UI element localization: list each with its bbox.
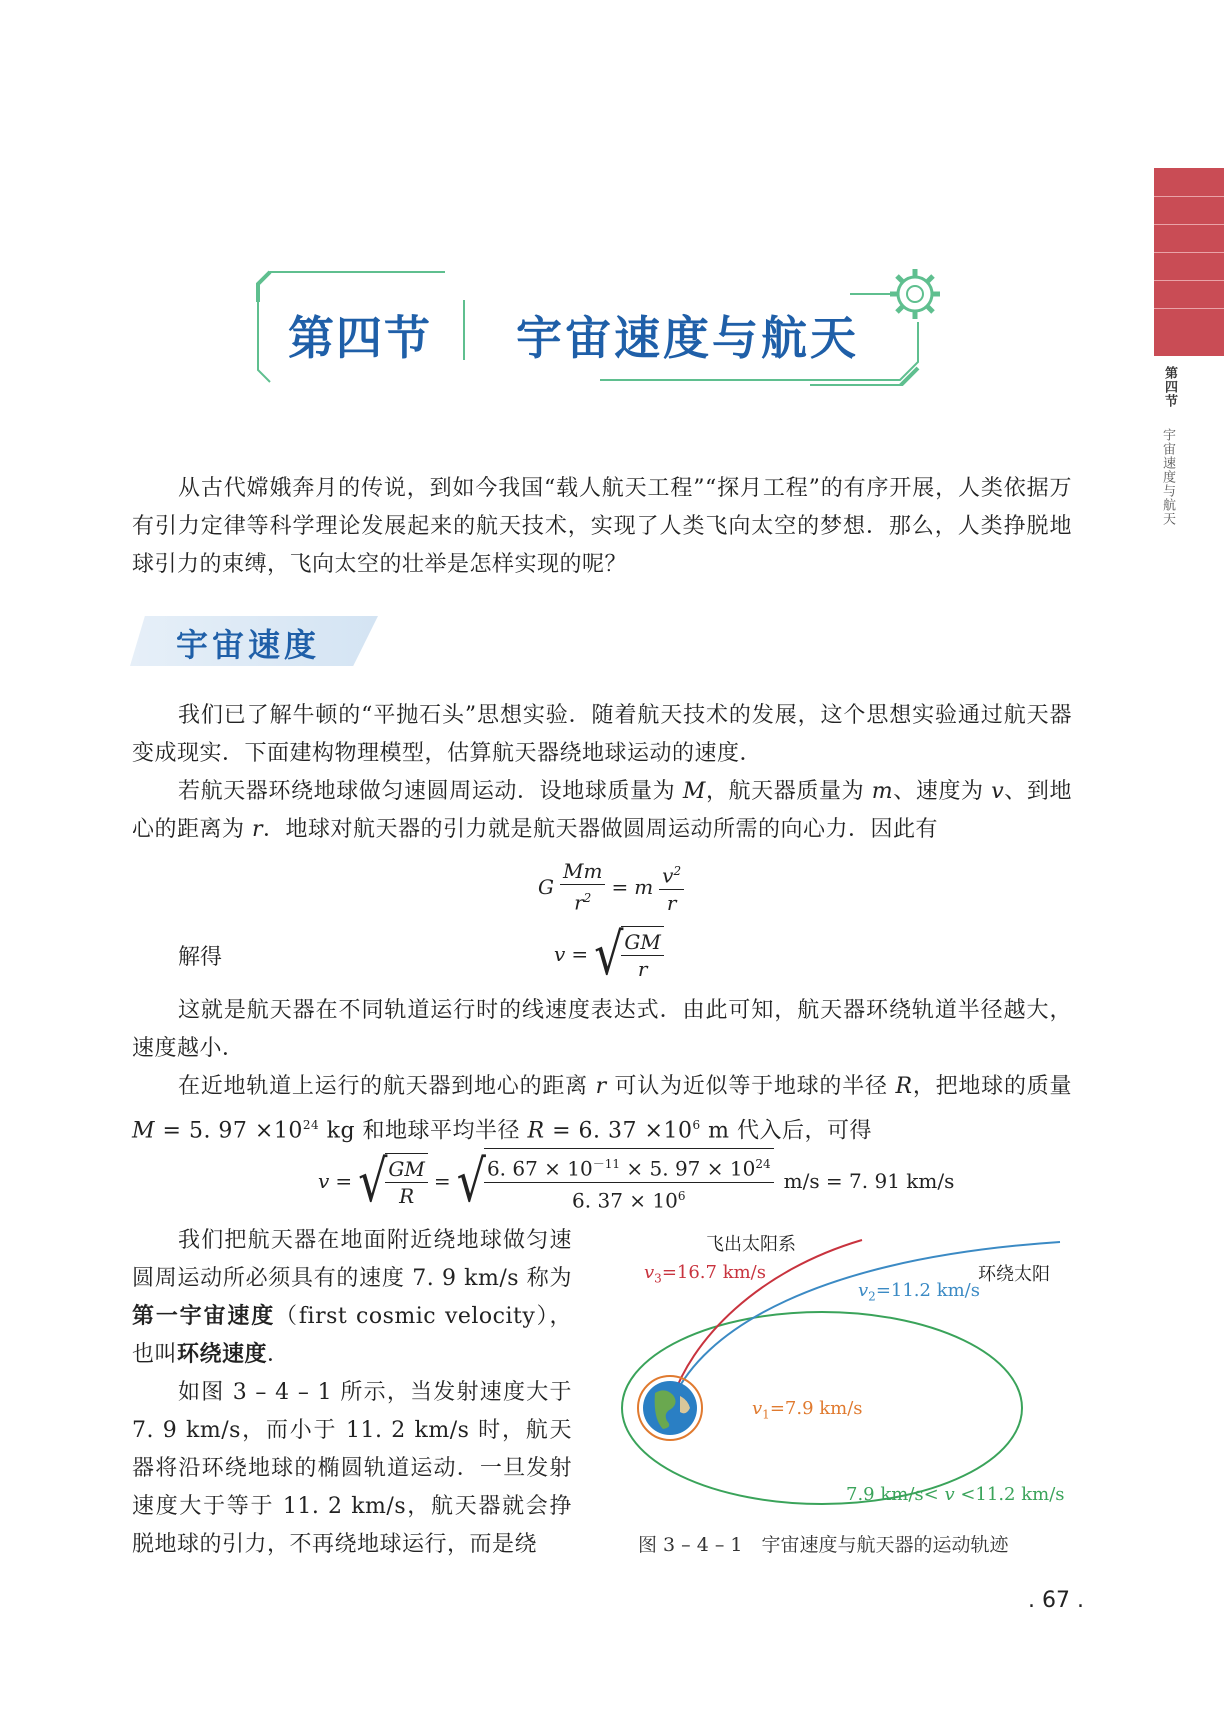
label-v3: $v_3=16.7$ km/s — [644, 1262, 766, 1286]
header-section-label: 第四节 — [288, 311, 432, 365]
term-first-cosmic-velocity: 第一宇宙速度 — [132, 1304, 276, 1329]
equation-gravity: G $\frac{Mm}{r^2}$ = m $\frac{v^2}{r}$ — [538, 858, 684, 916]
figure-caption: 图 3 – 4 – 1 宇宙速度与航天器的运动轨迹 — [638, 1534, 1009, 1556]
paragraph-2: 若航天器环绕地球做匀速圆周运动．设地球质量为 M，航天器质量为 m、速度为 v、到地心的距离为 r．地球对航天器的引力就是航天器做圆周运动所需的向心力．因此有 — [132, 779, 1072, 842]
page-number: . 67 . — [1028, 1588, 1084, 1613]
intro-paragraph — [132, 470, 1072, 584]
solve-label: 解得 — [178, 945, 223, 970]
label-v2: $v_2=11.2$ km/s — [858, 1280, 980, 1304]
paragraph-6: 如图 3 – 4 – 1 所示，当发射速度大于 7. 9 km/s，而小于 11. 2 km/s 时，航天器将沿环绕地球的椭圆轨道运动．一旦发射速度大于等于 11. 2 km/s，航天器就会挣脱地球的引力，不再绕地球运行，而是绕 — [132, 1380, 572, 1557]
body-block-3 — [132, 1222, 572, 1564]
paragraph-3: 这就是航天器在不同轨道运行时的线速度表达式．由此可知，航天器环绕轨道半径越大，速度越小． — [132, 998, 1072, 1061]
body-block-2 — [132, 992, 1072, 1150]
intro-text: 从古代嫦娥奔月的传说，到如今我国“载人航天工程”“探月工程”的有序开展，人类依据万有引力定律等科学理论发展起来的航天技术，实现了人类飞向太空的梦想．那么，人类挣脱地球引力的束缚，飞向太空的壮举是怎样实现的呢？ — [132, 476, 1072, 577]
equation-velocity: v = √ $\frac{GM}{r}$ — [554, 926, 664, 982]
gear-icon — [890, 269, 940, 319]
paragraph-5: 我们把航天器在地面附近绕地球做匀速圆周运动所必须具有的速度 7. 9 km/s 称为第一宇宙速度（first cosmic velocity），也叫环绕速度． — [132, 1228, 572, 1367]
label-range: 7.9 km/s< v <11.2 km/s — [846, 1484, 1065, 1505]
side-tab-title: 宇宙速度与航天 — [1160, 428, 1175, 526]
paragraph-4: 在近地轨道上运行的航天器到地心的距离 r 可认为近似等于地球的半径 R，把地球的质量 M = 5. $97 \times 10^{24}$ kg 和地球平均半径 R = 6. $37 \times 10^6$ m 代入后，可得 — [132, 1074, 1072, 1144]
label-v1: $v_1=7.9$ km/s — [752, 1398, 863, 1422]
term-orbital-velocity: 环绕速度 — [177, 1342, 268, 1367]
body-block-1 — [132, 697, 1072, 849]
label-orbit-sun: 环绕太阳 — [978, 1264, 1050, 1285]
paragraph-1: 我们已了解牛顿的“平抛石头”思想实验．随着航天技术的发展，这个思想实验通过航天器变成现实．下面建构物理模型，估算航天器绕地球运动的速度． — [132, 703, 1072, 766]
subsection-title: 宇宙速度 — [176, 626, 321, 664]
page-title: 宇宙速度与航天 — [516, 311, 859, 365]
side-tab-block — [1154, 168, 1224, 356]
side-tab-section: 第四节 — [1162, 366, 1177, 408]
equation-first-cosmic: v = √ $\frac{GM}{R}$ = √ $\frac{6. 67 \times 10^{-11} \times 5. 97 \times 10^{24}}{6. 37 \times 10^6}$ m/s = 7. 91 km/s — [318, 1146, 955, 1215]
label-fly-out: 飞出太阳系 — [706, 1234, 796, 1255]
